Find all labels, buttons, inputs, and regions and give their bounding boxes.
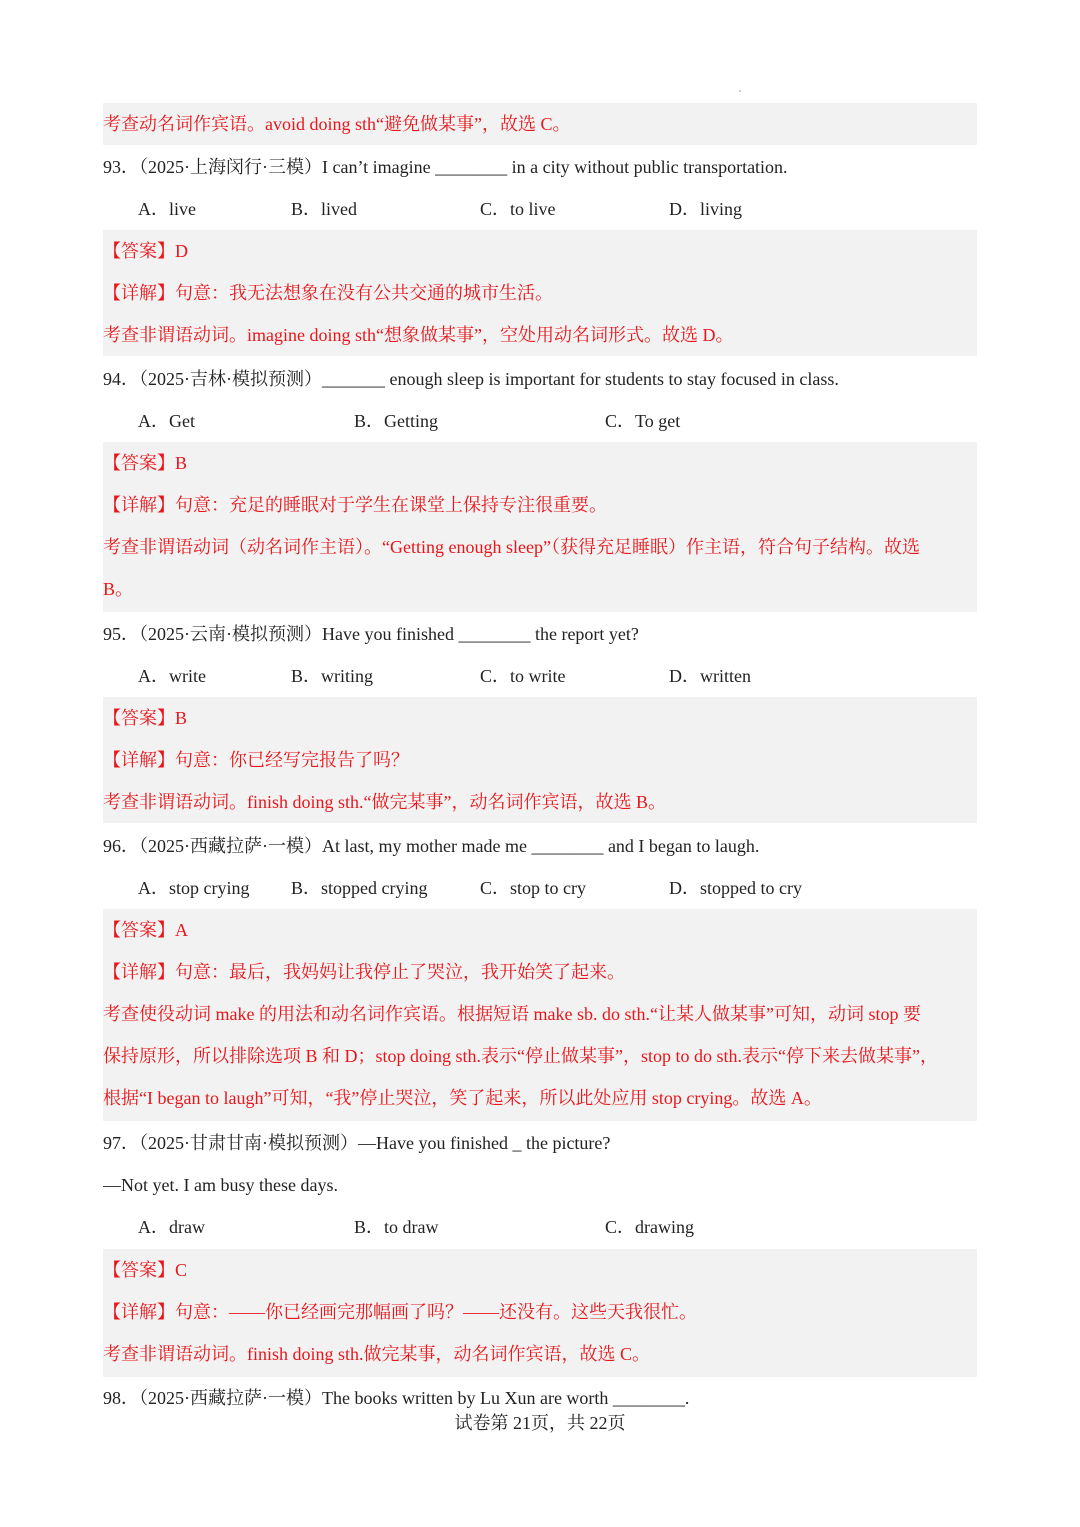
detail-q96: 【详解】句意：最后，我妈妈让我停止了哭泣，我开始笑了起来。 [103, 951, 977, 993]
option-d: D．stopped to cry [669, 878, 802, 898]
answer-q96: 【答案】A [103, 909, 977, 951]
option-a: A．stop crying [138, 878, 250, 898]
explanation-q96-cont2: 根据“I began to laugh”可知，“我”停止哭泣，笑了起来，所以此处应用 stop crying。故选 A。 [103, 1077, 977, 1121]
options-q96 [103, 867, 977, 909]
explanation-q94: 考查非谓语动词（动名词作主语）。“Getting enough sleep”（获得充足睡眠）作主语，符合句子结构。故选 [103, 526, 977, 568]
explanation-q94-cont: B。 [103, 568, 977, 612]
answer-q94: 【答案】B [103, 442, 977, 484]
options-q97 [103, 1206, 977, 1248]
answer-q95: 【答案】B [103, 697, 977, 739]
option-a: A．Get [138, 411, 195, 431]
question-98: 98．（2025·西藏拉萨·一模）The books written by Lu Xun are worth ________. [103, 1388, 690, 1408]
explanation-q93: 考查非谓语动词。imagine doing sth“想象做某事”，空处用动名词形式。故选 D。 [103, 314, 977, 356]
option-a: A．live [138, 199, 196, 219]
options-q95 [103, 655, 977, 697]
options-q93 [103, 188, 977, 230]
question-95: 95．（2025·云南·模拟预测）Have you finished ________ the report yet? [103, 624, 639, 644]
explanation-q96: 考查使役动词 make 的用法和动名词作宾语。根据短语 make sb. do sth.“让某人做某事”可知，动词 stop 要 [103, 993, 977, 1035]
page-footer: 试卷第 21页，共 22页 [454, 1413, 626, 1433]
option-c: C．To get [605, 411, 681, 431]
option-b: B．writing [291, 666, 374, 686]
option-c: C．to live [480, 199, 556, 219]
question-97-reply: —Not yet. I am busy these days. [103, 1175, 338, 1195]
detail-q94: 【详解】句意：充足的睡眠对于学生在课堂上保持专注很重要。 [103, 484, 977, 526]
answer-q97: 【答案】C [103, 1249, 977, 1291]
detail-q95: 【详解】句意：你已经写完报告了吗？ [103, 739, 977, 781]
option-b: B．to draw [354, 1217, 439, 1237]
question-96: 96．（2025·西藏拉萨·一模）At last, my mother made me ________ and I began to laugh. [103, 836, 760, 856]
answer-q93: 【答案】D [103, 230, 977, 272]
question-93: 93．（2025·上海闵行·三模）I can’t imagine ________ in a city without public transportation. [103, 157, 788, 177]
option-b: B．stopped crying [291, 878, 428, 898]
explanation-q95: 考查非谓语动词。finish doing sth.“做完某事”，动名词作宾语，故选 B。 [103, 781, 977, 823]
detail-q97: 【详解】句意：——你已经画完那幅画了吗？——还没有。这些天我很忙。 [103, 1291, 977, 1333]
option-a: A．draw [138, 1217, 205, 1237]
option-b: B．Getting [354, 411, 438, 431]
option-c: C．stop to cry [480, 878, 586, 898]
option-b: B．lived [291, 199, 357, 219]
option-c: C．drawing [605, 1217, 694, 1237]
option-d: D．written [669, 666, 751, 686]
page-speck [739, 90, 741, 92]
explanation-q96-cont1: 保持原形，所以排除选项 B 和 D；stop doing sth.表示“停止做某事”，stop to do sth.表示“停下来去做某事”， [103, 1035, 977, 1077]
option-a: A．write [138, 666, 206, 686]
option-d: D．living [669, 199, 743, 219]
explanation-q97: 考查非谓语动词。finish doing sth.做完某事，动名词作宾语，故选 C。 [103, 1333, 977, 1377]
explanation-q92-tail: 考查动名词作宾语。avoid doing sth“避免做某事”，故选 C。 [103, 103, 977, 145]
detail-q93: 【详解】句意：我无法想象在没有公共交通的城市生活。 [103, 272, 977, 314]
question-94: 94．（2025·吉林·模拟预测）_______ enough sleep is important for students to stay focused in class. [103, 369, 839, 389]
question-97: 97．（2025·甘肃甘南·模拟预测）—Have you finished _ the picture? [103, 1133, 611, 1153]
options-q94 [103, 400, 977, 442]
option-c: C．to write [480, 666, 566, 686]
